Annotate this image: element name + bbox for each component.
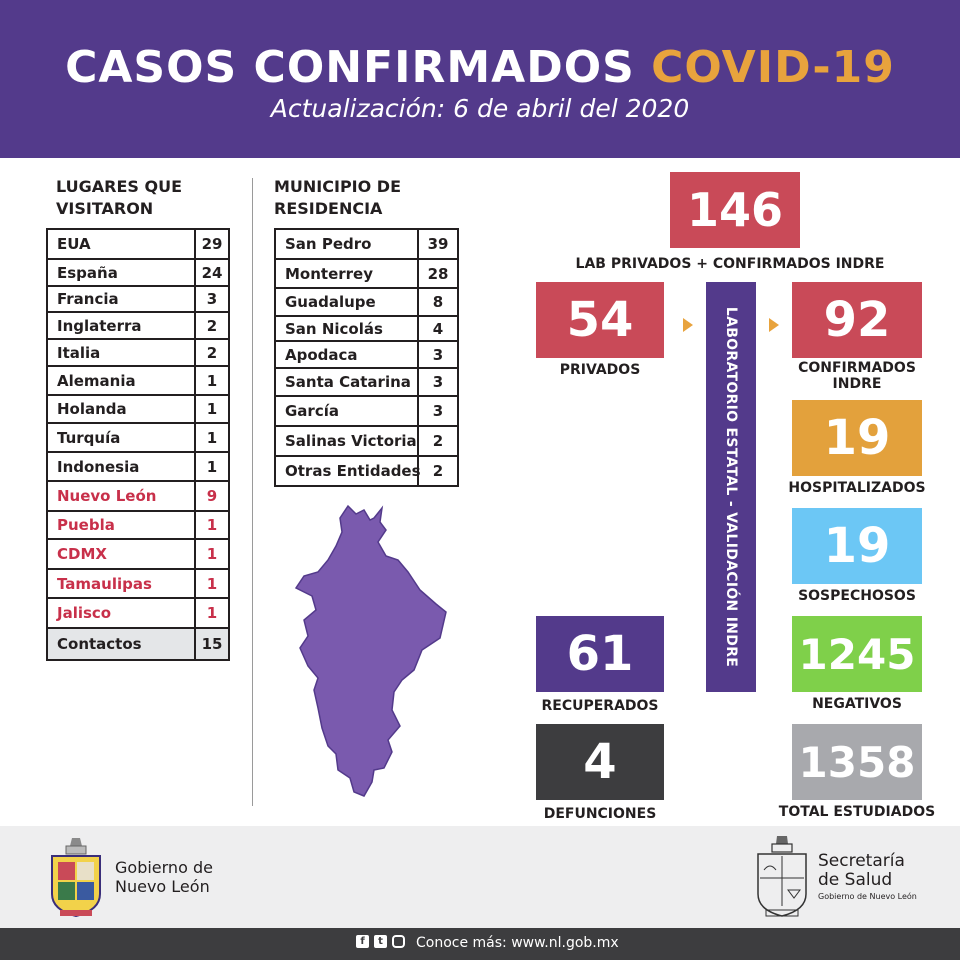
total-confirmed-box [670, 172, 800, 248]
row-value: 29 [194, 230, 228, 258]
table-row [276, 397, 457, 427]
row-value: 28 [417, 260, 457, 287]
row-name: Holanda [57, 400, 127, 418]
table-row [48, 260, 228, 287]
total-estudiados-label: TOTAL ESTUDIADOS [778, 804, 936, 820]
negativos-label: NEGATIVOS [812, 696, 902, 712]
recuperados-value: 61 [566, 626, 634, 682]
table-row [48, 340, 228, 367]
table-row [48, 629, 228, 659]
row-name: San Pedro [285, 235, 372, 253]
hospitalizados-box [792, 400, 922, 476]
arrow-right-icon [683, 318, 693, 332]
row-name: Alemania [57, 371, 136, 390]
negativos-value: 1245 [798, 629, 916, 679]
salud-line1: Secretaría [818, 851, 905, 871]
row-name: Otras Entidades [285, 462, 421, 480]
row-value: 2 [194, 340, 228, 365]
row-name: Italia [57, 343, 101, 362]
website-link[interactable]: Conoce más: www.nl.gob.mx [416, 935, 619, 951]
row-value: 2 [417, 427, 457, 455]
table-row [276, 230, 457, 260]
confirmados-indre-label-line1: CONFIRMADOS [798, 360, 916, 376]
title-accent: COVID-19 [651, 42, 895, 93]
salud-subtitle: Gobierno de Nuevo León [818, 892, 917, 901]
table-row [48, 570, 228, 599]
confirmados-indre-label-line2: INDRE [832, 376, 882, 392]
defunciones-value: 4 [583, 734, 617, 790]
defunciones-label: DEFUNCIONES [543, 806, 657, 822]
table-row [48, 230, 228, 260]
arrow-right-icon [769, 318, 779, 332]
table-row [48, 599, 228, 629]
table-row [48, 424, 228, 453]
hospitalizados-label: HOSPITALIZADOS [788, 480, 926, 496]
row-value: 9 [194, 482, 228, 510]
gov-name [115, 858, 213, 896]
municipios-table [274, 228, 459, 487]
negativos-box [792, 616, 922, 692]
privados-label: PRIVADOS [559, 362, 641, 378]
row-value: 15 [194, 629, 228, 659]
table-row [48, 453, 228, 482]
row-name: Apodaca [285, 345, 358, 364]
row-name: Turquía [57, 428, 121, 447]
row-value: 3 [417, 342, 457, 367]
row-name: Guadalupe [285, 293, 376, 311]
table-row [48, 540, 228, 570]
table-row [276, 457, 457, 485]
row-value: 1 [194, 424, 228, 451]
table-row [48, 482, 228, 512]
page-title [0, 42, 960, 93]
row-name: Francia [57, 290, 119, 308]
table-row [48, 512, 228, 540]
table-row [276, 342, 457, 369]
total-estudiados-box [792, 724, 922, 800]
row-value: 3 [417, 369, 457, 395]
recuperados-label: RECUPERADOS [541, 698, 659, 714]
row-value: 8 [417, 289, 457, 315]
table-row [276, 427, 457, 457]
row-value: 3 [417, 397, 457, 425]
places-table [46, 228, 230, 661]
row-name: Inglaterra [57, 316, 142, 335]
row-name: Contactos [57, 635, 142, 653]
privados-value: 54 [566, 292, 634, 348]
places-title-line1: LUGARES QUE [56, 177, 182, 196]
row-value: 3 [194, 287, 228, 311]
nuevo-leon-crest-icon [46, 836, 106, 920]
confirmados-indre-value: 92 [823, 292, 891, 348]
total-confirmed-value: 146 [686, 183, 784, 237]
table-row [276, 260, 457, 289]
row-name: Salinas Victoria [285, 432, 417, 450]
title-main: CASOS CONFIRMADOS [65, 42, 652, 93]
nuevo-leon-map-icon [290, 500, 450, 800]
row-name: Monterrey [285, 264, 374, 283]
row-value: 24 [194, 260, 228, 285]
row-name: Santa Catarina [285, 373, 411, 391]
row-name: García [285, 402, 339, 420]
row-value: 1 [194, 599, 228, 627]
table-row [48, 313, 228, 340]
row-value: 1 [194, 367, 228, 394]
salud-name [818, 852, 905, 890]
municipios-title-line2: RESIDENCIA [274, 199, 383, 218]
row-name: CDMX [57, 545, 107, 563]
total-estudiados-value: 1358 [798, 737, 916, 787]
row-name: San Nicolás [285, 319, 383, 338]
row-value: 1 [194, 512, 228, 538]
table-row [276, 317, 457, 342]
row-value: 1 [194, 570, 228, 597]
row-name: Indonesia [57, 457, 140, 476]
total-confirmed-label: LAB PRIVADOS + CONFIRMADOS INDRE [575, 256, 885, 272]
row-name: Nuevo León [57, 487, 157, 505]
table-row [48, 396, 228, 424]
validation-bar-text: LABORATORIO ESTATAL - VALIDACIÓN INDRE [723, 306, 739, 668]
row-value: 1 [194, 396, 228, 422]
gov-line2: Nuevo León [115, 877, 210, 896]
row-value: 1 [194, 540, 228, 568]
column-divider [252, 178, 253, 806]
row-value: 1 [194, 453, 228, 480]
row-name: Puebla [57, 516, 115, 534]
municipios-title [274, 176, 401, 220]
sospechosos-value: 19 [823, 518, 891, 574]
table-row [48, 287, 228, 313]
row-value: 39 [417, 230, 457, 258]
table-row [48, 367, 228, 396]
row-value: 4 [417, 317, 457, 340]
row-name: Jalisco [57, 604, 112, 622]
municipios-title-line1: MUNICIPIO DE [274, 177, 402, 196]
twitter-icon[interactable]: t [374, 935, 387, 948]
row-value: 2 [417, 457, 457, 485]
sospechosos-box [792, 508, 922, 584]
row-name: España [57, 263, 118, 282]
confirmados-indre-label [782, 360, 932, 392]
places-title-line2: VISITARON [56, 199, 154, 218]
row-name: EUA [57, 235, 91, 253]
privados-box [536, 282, 664, 358]
facebook-icon[interactable]: f [356, 935, 369, 948]
instagram-icon[interactable] [392, 935, 405, 948]
update-date: Actualización: 6 de abril del 2020 [270, 94, 690, 123]
secretaria-salud-seal-icon [752, 834, 812, 920]
defunciones-box [536, 724, 664, 800]
table-row [276, 369, 457, 397]
table-row [276, 289, 457, 317]
sospechosos-label: SOSPECHOSOS [798, 588, 916, 604]
salud-line2: de Salud [818, 870, 893, 890]
row-value: 2 [194, 313, 228, 338]
recuperados-box [536, 616, 664, 692]
hospitalizados-value: 19 [823, 410, 891, 466]
confirmados-indre-box [792, 282, 922, 358]
places-title [56, 176, 182, 220]
row-name: Tamaulipas [57, 574, 152, 593]
gov-line1: Gobierno de [115, 858, 213, 877]
